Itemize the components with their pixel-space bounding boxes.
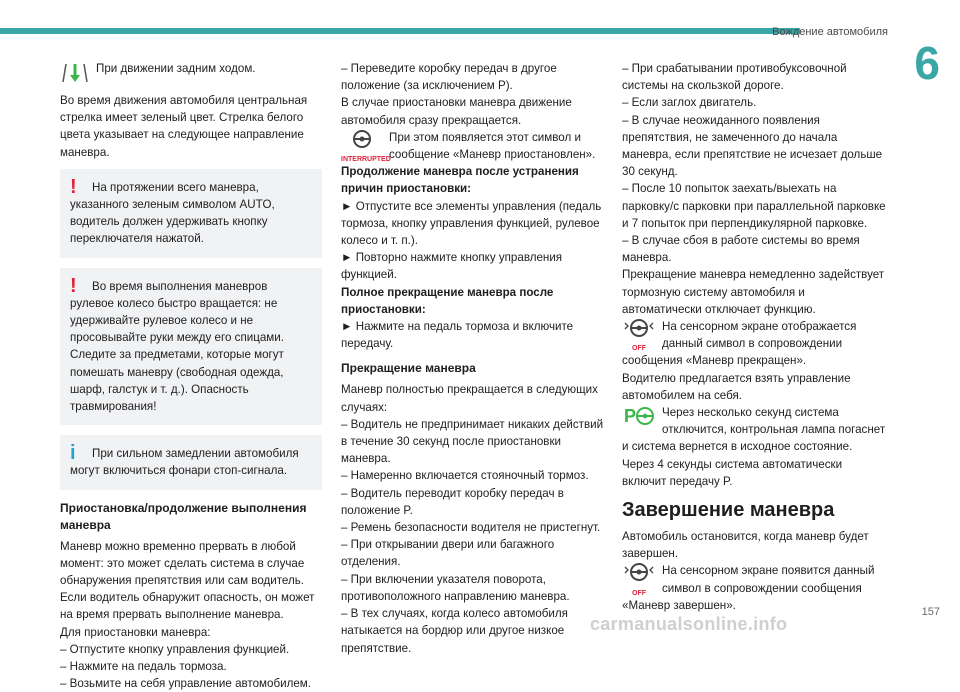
list-item: – В тех случаях, когда колесо автомобиля натыкается на бордюр или другое низкое препятствие.	[341, 607, 568, 655]
info-text: При сильном замедлении автомобиля могут включиться фонари стоп-сигнала.	[70, 447, 299, 478]
info-box	[60, 435, 322, 489]
list-item: – При срабатывании противобуксовочной системы на скользкой дороге.	[622, 62, 847, 93]
steering-off-icon	[622, 318, 656, 353]
finished-note	[622, 562, 887, 614]
column-3	[622, 60, 887, 614]
list-item: – Нажмите на педаль тормоза.	[60, 660, 227, 674]
reverse-note	[60, 60, 322, 84]
finish-description: Автомобиль остановится, когда маневр будет завершен.	[622, 530, 869, 561]
column-2	[341, 60, 606, 657]
section-heading-finish: Завершение маневра	[622, 499, 835, 522]
off-label: OFF	[632, 345, 646, 353]
lamp-note	[622, 404, 887, 456]
arrow-description: Во время движения автомобиля центральная стрелка имеет зеленый цвет. Стрелка белого цвета указывает на следующее направление маневра.	[60, 94, 308, 159]
cancel-effect: Прекращение маневра немедленно задействует тормозную систему автомобиля и автоматически отключает функцию.	[622, 268, 885, 316]
header-accent-bar	[0, 28, 800, 34]
header-title: Вождение автомобиля	[772, 26, 888, 38]
warning-text-2: Во время выполнения маневров рулевое колесо быстро вращается: не удерживайте рулевое колесо и не просовывайте руки между его спицами. Следите за предметами, которые могут помешать маневру (свободная одежда, шарф, галстук и т. д.). Опасность травмирования!	[70, 279, 284, 414]
warning-icon: !	[70, 274, 77, 297]
interrupted-steering-icon	[341, 129, 391, 164]
warning-text-1: На протяжении всего маневра, указанного зеленым символом AUTO, водитель должен удерживать кнопку переключателя нажатой.	[70, 180, 275, 246]
pause-steps-intro: Для приостановки маневра:	[60, 625, 211, 639]
list-item: – После 10 попыток заехать/выехать на парковку/с парковки при параллельной парковке и 7 попыток при перпендикулярной парковке.	[622, 182, 886, 230]
full-stop-heading: Полное прекращение маневра после приостановки:	[341, 285, 554, 316]
section-heading-pause: Приостановка/продолжение выполнения маневра	[60, 500, 307, 532]
list-item: – При открывании двери или багажного отделения.	[341, 538, 555, 569]
chapter-number: 6	[914, 37, 940, 89]
cancel-intro: Маневр полностью прекращается в следующих случаях:	[341, 383, 598, 414]
warning-icon: !	[70, 175, 77, 198]
interrupted-note	[341, 129, 606, 163]
steering-off-icon	[622, 562, 656, 597]
resume-heading: Продолжение маневра после устранения причин приостановки:	[341, 165, 579, 196]
warning-box-2	[60, 268, 322, 426]
warning-box-1	[60, 169, 322, 258]
list-item: – В случае сбоя в работе системы во время маневра.	[622, 234, 860, 265]
svg-text:P: P	[624, 406, 637, 427]
list-item: – Если заглох двигатель.	[622, 96, 757, 110]
list-item: – Намеренно включается стояночный тормоз.	[341, 469, 589, 483]
pause-description: Маневр можно временно прервать в любой момент: это может сделать система в случае обнаружения препятствия или сам водитель. Если водитель обнаружит опасность, он может на время прервать выполнение маневра.	[60, 539, 315, 622]
pause-effect: В случае приостановки маневра движение автомобиля сразу прекращается.	[341, 96, 572, 127]
list-item: – Отпустите кнопку управления функцией.	[60, 642, 290, 656]
column-1	[60, 60, 322, 692]
list-item: – В случае неожиданного появления препятствия, не замеченного до начала маневра, если препятствие не исчезает дольше 30 секунд.	[622, 113, 883, 179]
off-label: OFF	[632, 589, 646, 597]
finished-text: На сенсорном экране появится данный символ в сопровождении сообщения «Маневр завершен».	[622, 564, 875, 612]
park-assist-lamp-icon	[622, 404, 656, 428]
reverse-arrow-icon	[60, 60, 90, 84]
list-item: – Водитель не предпринимает никаких действий в течение 30 секунд после приостановки маневра.	[341, 417, 604, 466]
list-item: – Возьмите на себя управление автомобилем.	[60, 677, 311, 691]
page-number: 157	[921, 606, 940, 618]
info-icon: i	[70, 442, 76, 465]
full-stop-step: ► Нажмите на педаль тормоза и включите передачу.	[341, 320, 574, 351]
resume-step: ► Отпустите все элементы управления (педаль тормоза, кнопку управления функцией, рулевое колесо и т. п.).	[341, 199, 602, 248]
reverse-note-text: При движении задним ходом.	[96, 62, 256, 75]
cancelled-note	[622, 318, 887, 370]
list-item: – Ремень безопасности водителя не пристегнут.	[341, 521, 601, 535]
list-item: – При включении указателя поворота, противоположного направлению маневра.	[341, 572, 570, 603]
list-item: – Переведите коробку передач в другое положение (за исключением P).	[341, 62, 557, 93]
list-item: – Водитель переводит коробку передач в положение P.	[341, 486, 564, 517]
resume-step: ► Повторно нажмите кнопку управления функцией.	[341, 251, 563, 282]
section-heading-cancel: Прекращение маневра	[341, 361, 476, 376]
cancelled-text: На сенсорном экране отображается данный символ в сопровождении сообщения «Маневр прекращен».	[622, 320, 857, 368]
take-control: Водителю предлагается взять управление автомобилем на себя.	[622, 371, 851, 402]
interrupted-text: При этом появляется этот символ и сообщение «Маневр приостановлен».	[389, 130, 596, 162]
auto-gear: Через 4 секунды система автоматически включит передачу P.	[622, 457, 843, 488]
interrupted-label: INTERRUPTED	[341, 156, 391, 164]
watermark: carmanualsonline.info	[590, 614, 788, 634]
lamp-text: Через несколько секунд система отключится, контрольная лампа погаснет и система вернется в исходное состояние.	[622, 406, 886, 454]
